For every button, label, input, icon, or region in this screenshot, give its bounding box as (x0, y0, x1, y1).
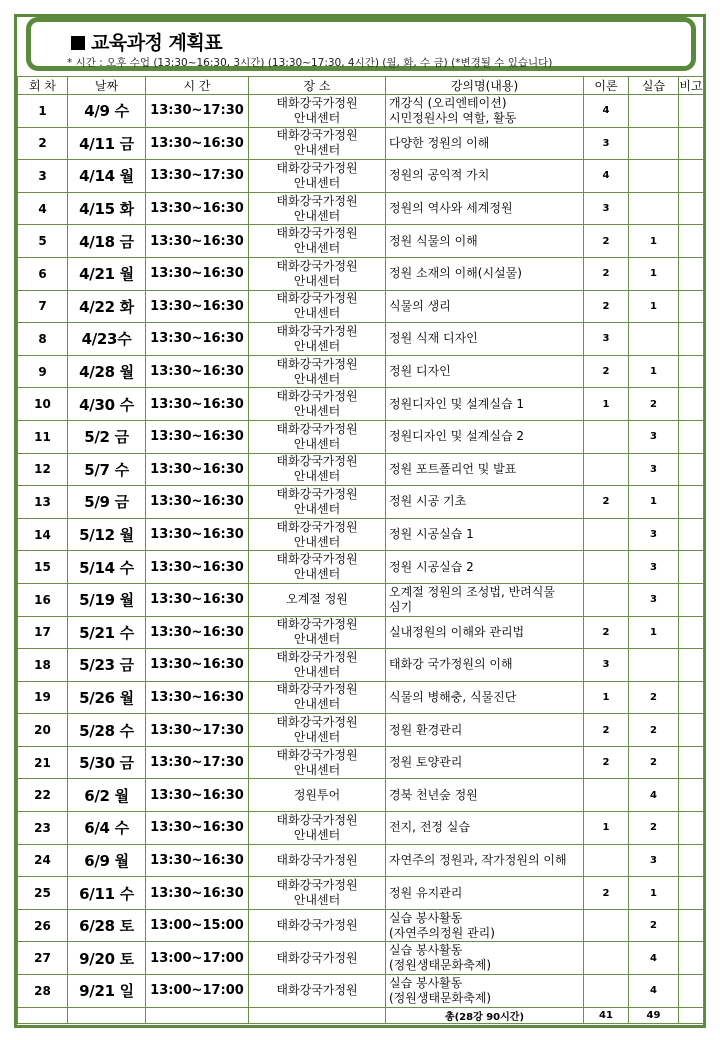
cell-time: 13:30~16:30 (146, 681, 249, 714)
cell-practice: 3 (629, 453, 679, 486)
table-row (18, 518, 704, 551)
cell-note (679, 942, 704, 975)
cell-time: 13:30~16:30 (146, 225, 249, 258)
cell-no: 10 (18, 388, 68, 421)
col-header-place: 장 소 (249, 77, 386, 95)
cell-time: 13:30~16:30 (146, 355, 249, 388)
cell-no: 27 (18, 942, 68, 975)
table-row (18, 290, 704, 323)
cell-practice: 3 (629, 551, 679, 584)
cell-practice: 2 (629, 909, 679, 942)
cell-date: 4/22 화 (68, 290, 146, 323)
table-row (18, 583, 704, 616)
page-title (71, 28, 222, 55)
cell-time: 13:30~16:30 (146, 779, 249, 812)
cell-theory: 1 (584, 388, 629, 421)
cell-theory: 2 (584, 746, 629, 779)
cell-no: 2 (18, 127, 68, 160)
cell-note (679, 486, 704, 519)
cell-theory (584, 453, 629, 486)
cell-place: 태화강국가정원 안내센터 (249, 355, 386, 388)
cell-theory: 3 (584, 192, 629, 225)
cell-lecture: 개강식 (오리엔테이션) 시민정원사의 역할, 활동 (386, 95, 584, 128)
cell-time: 13:30~16:30 (146, 583, 249, 616)
cell-note (679, 192, 704, 225)
cell-theory: 1 (584, 812, 629, 845)
cell-place: 태화강국가정원 안내센터 (249, 518, 386, 551)
cell-lecture: 전지, 전정 실습 (386, 812, 584, 845)
cell-lecture: 정원의 역사와 세계정원 (386, 192, 584, 225)
cell-no: 25 (18, 877, 68, 910)
cell-practice: 4 (629, 975, 679, 1008)
curriculum-table (17, 76, 704, 1024)
cell-theory (584, 975, 629, 1008)
cell-no: 4 (18, 192, 68, 225)
cell-practice: 1 (629, 225, 679, 258)
cell-no: 13 (18, 486, 68, 519)
cell-lecture: 식물의 병해충, 식물진단 (386, 681, 584, 714)
page-title-text: 교육과정 계획표 (91, 32, 223, 54)
cell-lecture: 실내정원의 이해와 관리법 (386, 616, 584, 649)
cell-date: 5/19 월 (68, 583, 146, 616)
cell-practice: 1 (629, 616, 679, 649)
cell-time: 13:00~17:00 (146, 942, 249, 975)
table-row (18, 453, 704, 486)
total-label: 총(28강 90시간) (386, 1007, 584, 1023)
cell-place: 태화강국가정원 안내센터 (249, 616, 386, 649)
total-cell-empty (249, 1007, 386, 1023)
cell-place: 태화강국가정원 (249, 942, 386, 975)
cell-practice (629, 649, 679, 682)
total-practice: 49 (629, 1007, 679, 1023)
cell-note (679, 877, 704, 910)
cell-no: 18 (18, 649, 68, 682)
cell-date: 6/4 수 (68, 812, 146, 845)
cell-lecture: 정원 식물의 이해 (386, 225, 584, 258)
cell-note (679, 127, 704, 160)
cell-theory (584, 909, 629, 942)
cell-date: 4/14 월 (68, 160, 146, 193)
cell-no: 22 (18, 779, 68, 812)
cell-theory: 1 (584, 681, 629, 714)
cell-theory: 2 (584, 225, 629, 258)
cell-no: 9 (18, 355, 68, 388)
cell-time: 13:30~16:30 (146, 453, 249, 486)
cell-place: 태화강국가정원 안내센터 (249, 290, 386, 323)
cell-place: 태화강국가정원 안내센터 (249, 649, 386, 682)
cell-place: 태화강국가정원 (249, 975, 386, 1008)
table-row (18, 127, 704, 160)
cell-no: 26 (18, 909, 68, 942)
cell-date: 4/15 화 (68, 192, 146, 225)
cell-practice: 1 (629, 290, 679, 323)
total-cell-empty (18, 1007, 68, 1023)
cell-place: 태화강국가정원 안내센터 (249, 714, 386, 747)
cell-theory: 2 (584, 877, 629, 910)
cell-date: 6/28 토 (68, 909, 146, 942)
table-row (18, 551, 704, 584)
cell-date: 4/28 월 (68, 355, 146, 388)
cell-no: 8 (18, 323, 68, 356)
table-row (18, 616, 704, 649)
cell-theory: 2 (584, 616, 629, 649)
table-row (18, 681, 704, 714)
cell-practice: 3 (629, 518, 679, 551)
cell-no: 15 (18, 551, 68, 584)
cell-no: 12 (18, 453, 68, 486)
cell-date: 6/2 월 (68, 779, 146, 812)
cell-theory: 2 (584, 290, 629, 323)
cell-lecture: 정원 환경관리 (386, 714, 584, 747)
cell-date: 5/23 금 (68, 649, 146, 682)
table-row (18, 812, 704, 845)
cell-time: 13:30~17:30 (146, 746, 249, 779)
cell-place: 태화강국가정원 안내센터 (249, 486, 386, 519)
cell-time: 13:30~16:30 (146, 257, 249, 290)
cell-theory (584, 518, 629, 551)
total-row (18, 1007, 704, 1023)
cell-time: 13:30~16:30 (146, 290, 249, 323)
cell-theory (584, 779, 629, 812)
cell-time: 13:30~16:30 (146, 551, 249, 584)
cell-time: 13:00~15:00 (146, 909, 249, 942)
cell-note (679, 95, 704, 128)
col-header-time: 시 간 (146, 77, 249, 95)
cell-time: 13:30~16:30 (146, 844, 249, 877)
cell-note (679, 616, 704, 649)
cell-theory (584, 551, 629, 584)
cell-place: 태화강국가정원 안내센터 (249, 388, 386, 421)
cell-lecture: 정원 시공실습 2 (386, 551, 584, 584)
table-row (18, 192, 704, 225)
cell-theory (584, 844, 629, 877)
cell-note (679, 420, 704, 453)
cell-lecture: 정원 디자인 (386, 355, 584, 388)
cell-lecture: 실습 봉사활동 (정원생태문화축제) (386, 975, 584, 1008)
cell-date: 5/28 수 (68, 714, 146, 747)
cell-theory: 4 (584, 160, 629, 193)
table-row (18, 649, 704, 682)
total-cell-empty (679, 1007, 704, 1023)
cell-lecture: 정원 유지관리 (386, 877, 584, 910)
cell-place: 태화강국가정원 안내센터 (249, 420, 386, 453)
cell-theory: 3 (584, 127, 629, 160)
cell-lecture: 실습 봉사활동 (정원생태문화축제) (386, 942, 584, 975)
col-header-date: 날짜 (68, 77, 146, 95)
cell-no: 6 (18, 257, 68, 290)
cell-practice (629, 127, 679, 160)
cell-note (679, 225, 704, 258)
cell-theory: 3 (584, 323, 629, 356)
cell-no: 24 (18, 844, 68, 877)
cell-lecture: 식물의 생리 (386, 290, 584, 323)
cell-date: 5/9 금 (68, 486, 146, 519)
cell-note (679, 909, 704, 942)
cell-no: 14 (18, 518, 68, 551)
cell-place: 태화강국가정원 안내센터 (249, 681, 386, 714)
cell-note (679, 583, 704, 616)
cell-practice: 2 (629, 714, 679, 747)
table-row (18, 975, 704, 1008)
cell-note (679, 323, 704, 356)
cell-lecture: 정원 토양관리 (386, 746, 584, 779)
cell-no: 28 (18, 975, 68, 1008)
cell-date: 4/9 수 (68, 95, 146, 128)
cell-theory: 2 (584, 355, 629, 388)
col-header-practice: 실습 (629, 77, 679, 95)
cell-time: 13:30~16:30 (146, 877, 249, 910)
cell-practice (629, 323, 679, 356)
cell-lecture: 정원 시공실습 1 (386, 518, 584, 551)
table-row (18, 714, 704, 747)
cell-note (679, 257, 704, 290)
cell-no: 17 (18, 616, 68, 649)
total-theory: 41 (584, 1007, 629, 1023)
cell-place: 오계절 정원 (249, 583, 386, 616)
cell-date: 9/21 일 (68, 975, 146, 1008)
cell-date: 5/2 금 (68, 420, 146, 453)
col-header-theory: 이론 (584, 77, 629, 95)
cell-lecture: 오계절 정원의 조성법, 반려식물 심기 (386, 583, 584, 616)
cell-no: 19 (18, 681, 68, 714)
cell-date: 5/30 금 (68, 746, 146, 779)
table-header-row (18, 77, 704, 95)
cell-no: 16 (18, 583, 68, 616)
cell-place: 태화강국가정원 안내센터 (249, 746, 386, 779)
cell-no: 23 (18, 812, 68, 845)
table-row (18, 877, 704, 910)
cell-theory: 3 (584, 649, 629, 682)
cell-note (679, 290, 704, 323)
cell-time: 13:30~16:30 (146, 388, 249, 421)
cell-practice (629, 160, 679, 193)
cell-note (679, 812, 704, 845)
cell-lecture: 경북 천년숲 정원 (386, 779, 584, 812)
cell-no: 3 (18, 160, 68, 193)
cell-place: 정원투어 (249, 779, 386, 812)
cell-place: 태화강국가정원 안내센터 (249, 257, 386, 290)
col-header-no: 회 차 (18, 77, 68, 95)
cell-note (679, 714, 704, 747)
cell-time: 13:30~16:30 (146, 649, 249, 682)
table-row (18, 323, 704, 356)
col-header-lecture: 강의명(내용) (386, 77, 584, 95)
cell-note (679, 160, 704, 193)
cell-practice: 1 (629, 877, 679, 910)
cell-date: 4/11 금 (68, 127, 146, 160)
cell-no: 7 (18, 290, 68, 323)
cell-date: 6/9 월 (68, 844, 146, 877)
cell-note (679, 388, 704, 421)
cell-theory (584, 583, 629, 616)
cell-note (679, 551, 704, 584)
cell-practice: 1 (629, 486, 679, 519)
cell-time: 13:30~17:30 (146, 714, 249, 747)
cell-place: 태화강국가정원 (249, 909, 386, 942)
cell-date: 5/12 월 (68, 518, 146, 551)
cell-time: 13:30~17:30 (146, 160, 249, 193)
table-row (18, 355, 704, 388)
cell-note (679, 746, 704, 779)
cell-lecture: 정원디자인 및 설계실습 2 (386, 420, 584, 453)
table-row (18, 420, 704, 453)
cell-place: 태화강국가정원 안내센터 (249, 192, 386, 225)
cell-practice (629, 95, 679, 128)
cell-lecture: 다양한 정원의 이해 (386, 127, 584, 160)
cell-practice: 3 (629, 420, 679, 453)
cell-time: 13:30~16:30 (146, 192, 249, 225)
cell-place: 태화강국가정원 안내센터 (249, 453, 386, 486)
cell-place: 태화강국가정원 안내센터 (249, 812, 386, 845)
cell-practice (629, 192, 679, 225)
total-cell-empty (68, 1007, 146, 1023)
cell-no: 5 (18, 225, 68, 258)
cell-lecture: 자연주의 정원과, 작가정원의 이해 (386, 844, 584, 877)
cell-time: 13:30~16:30 (146, 486, 249, 519)
table-row (18, 257, 704, 290)
cell-time: 13:30~17:30 (146, 95, 249, 128)
cell-practice: 2 (629, 388, 679, 421)
cell-date: 4/18 금 (68, 225, 146, 258)
cell-practice: 1 (629, 355, 679, 388)
cell-note (679, 649, 704, 682)
cell-date: 4/21 월 (68, 257, 146, 290)
cell-note (679, 518, 704, 551)
cell-no: 1 (18, 95, 68, 128)
table-row (18, 388, 704, 421)
table-row (18, 486, 704, 519)
cell-date: 4/23수 (68, 323, 146, 356)
cell-lecture: 태화강 국가정원의 이해 (386, 649, 584, 682)
table-row (18, 225, 704, 258)
cell-theory (584, 942, 629, 975)
cell-practice: 2 (629, 746, 679, 779)
cell-date: 5/26 월 (68, 681, 146, 714)
cell-place: 태화강국가정원 안내센터 (249, 127, 386, 160)
cell-place: 태화강국가정원 안내센터 (249, 160, 386, 193)
cell-theory: 2 (584, 714, 629, 747)
cell-place: 태화강국가정원 (249, 844, 386, 877)
cell-note (679, 975, 704, 1008)
cell-practice: 2 (629, 812, 679, 845)
cell-time: 13:30~16:30 (146, 616, 249, 649)
cell-time: 13:30~16:30 (146, 518, 249, 551)
table-row (18, 942, 704, 975)
cell-no: 21 (18, 746, 68, 779)
cell-place: 태화강국가정원 안내센터 (249, 877, 386, 910)
cell-practice: 4 (629, 942, 679, 975)
square-bullet-icon (71, 36, 85, 50)
cell-theory: 2 (584, 486, 629, 519)
cell-practice: 1 (629, 257, 679, 290)
cell-date: 4/30 수 (68, 388, 146, 421)
cell-theory (584, 420, 629, 453)
cell-date: 5/7 수 (68, 453, 146, 486)
table-row (18, 160, 704, 193)
table-row (18, 779, 704, 812)
cell-date: 9/20 토 (68, 942, 146, 975)
cell-practice: 3 (629, 844, 679, 877)
cell-lecture: 정원 식재 디자인 (386, 323, 584, 356)
schedule-note: * 시간 : 오후 수업 (13:30~16:30, 3시간) (13:30~17:30, 4시간) (월, 화, 수 금) (*변경될 수 있습니다) (67, 57, 553, 69)
cell-theory: 4 (584, 95, 629, 128)
cell-note (679, 779, 704, 812)
cell-practice: 4 (629, 779, 679, 812)
cell-note (679, 681, 704, 714)
cell-place: 태화강국가정원 안내센터 (249, 225, 386, 258)
col-header-note: 비고 (679, 77, 704, 95)
cell-no: 11 (18, 420, 68, 453)
cell-time: 13:30~16:30 (146, 127, 249, 160)
cell-lecture: 정원 소재의 이해(시설물) (386, 257, 584, 290)
cell-date: 5/14 수 (68, 551, 146, 584)
total-cell-empty (146, 1007, 249, 1023)
cell-lecture: 실습 봉사활동 (자연주의정원 관리) (386, 909, 584, 942)
cell-practice: 2 (629, 681, 679, 714)
cell-theory: 2 (584, 257, 629, 290)
table-row (18, 746, 704, 779)
table-body (18, 95, 704, 1008)
cell-place: 태화강국가정원 안내센터 (249, 95, 386, 128)
cell-date: 6/11 수 (68, 877, 146, 910)
cell-time: 13:00~17:00 (146, 975, 249, 1008)
cell-lecture: 정원의 공익적 가치 (386, 160, 584, 193)
cell-place: 태화강국가정원 안내센터 (249, 323, 386, 356)
cell-practice: 3 (629, 583, 679, 616)
title-box (26, 17, 696, 71)
cell-note (679, 453, 704, 486)
table-row (18, 95, 704, 128)
cell-lecture: 정원 시공 기초 (386, 486, 584, 519)
cell-no: 20 (18, 714, 68, 747)
cell-note (679, 355, 704, 388)
cell-lecture: 정원 포트폴리언 및 발표 (386, 453, 584, 486)
cell-time: 13:30~16:30 (146, 323, 249, 356)
cell-note (679, 844, 704, 877)
cell-place: 태화강국가정원 안내센터 (249, 551, 386, 584)
table-row (18, 909, 704, 942)
table-row (18, 844, 704, 877)
cell-lecture: 정원디자인 및 설계실습 1 (386, 388, 584, 421)
cell-date: 5/21 수 (68, 616, 146, 649)
cell-time: 13:30~16:30 (146, 812, 249, 845)
cell-time: 13:30~16:30 (146, 420, 249, 453)
